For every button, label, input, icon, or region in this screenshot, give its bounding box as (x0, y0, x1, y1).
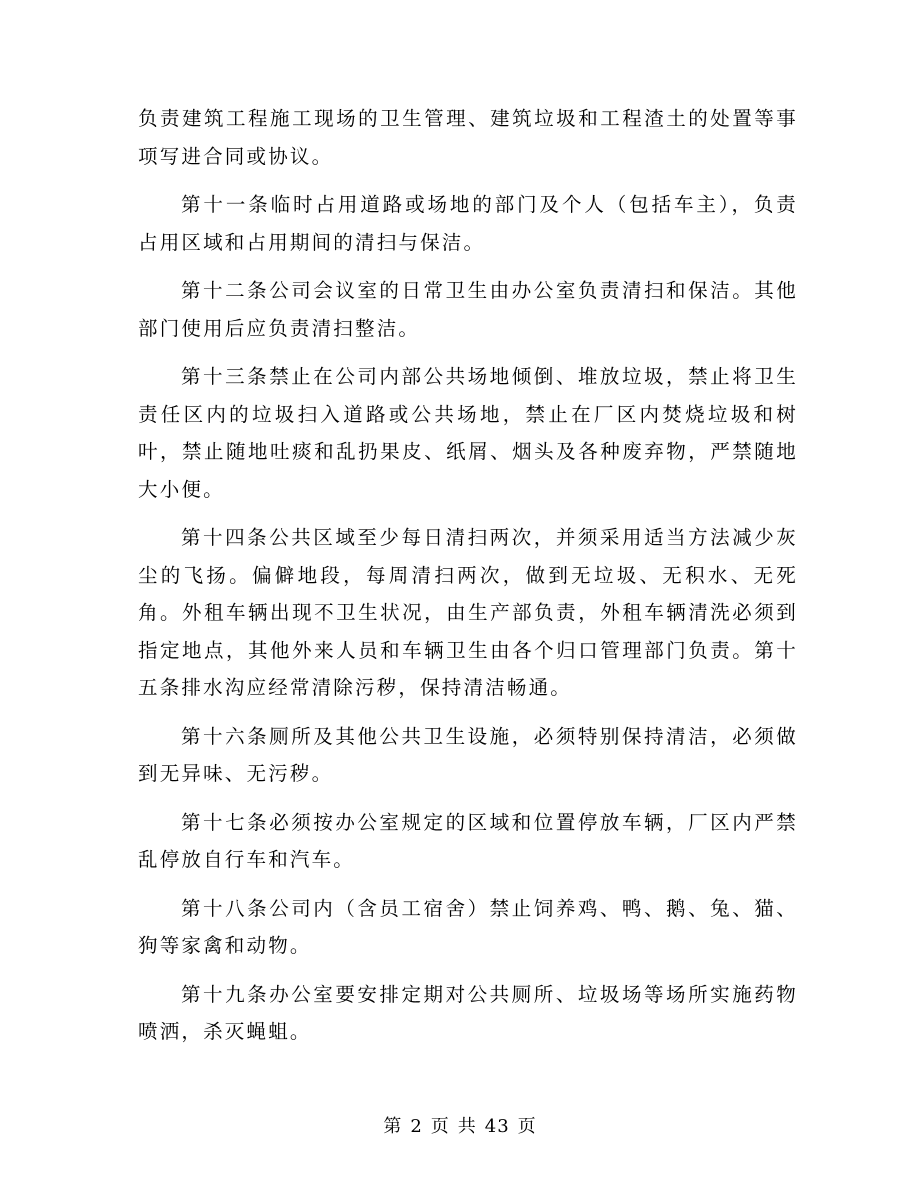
paragraph: 第十一条临时占用道路或场地的部门及个人（包括车主），负责占用区域和占用期间的清扫与保洁。 (138, 193, 798, 254)
total-page-count: 43 (484, 1116, 510, 1137)
footer-total-word: 共 (457, 1116, 477, 1137)
paragraph: 第十三条禁止在公司内部公共场地倾倒、堆放垃圾，禁止将卫生责任区内的垃圾扫入道路或公共场地，禁止在厂区内焚烧垃圾和树叶，禁止随地吐痰和乱扔果皮、纸屑、烟头及各种废弃物，严禁随地大小便。 (138, 365, 798, 501)
footer-page-word: 页 (430, 1116, 450, 1137)
paragraph: 第十七条必须按办公室规定的区域和位置停放车辆，厂区内严禁乱停放自行车和汽车。 (138, 810, 798, 871)
paragraph: 负责建筑工程施工现场的卫生管理、建筑垃圾和工程渣土的处置等事项写进合同或协议。 (138, 107, 798, 168)
page-footer (0, 1112, 920, 1138)
paragraph: 第十二条公司会议室的日常卫生由办公室负责清扫和保洁。其他部门使用后应负责清扫整洁。 (138, 279, 798, 340)
document-body (138, 100, 798, 1062)
paragraph: 第十四条公共区域至少每日清扫两次，并须采用适当方法减少灰尘的飞扬。偏僻地段，每周清扫两次，做到无垃圾、无积水、无死角。外租车辆出现不卫生状况，由生产部负责，外租车辆清洗必须到指定地点，其他外来人员和车辆卫生由各个归口管理部门负责。第十五条排水沟应经常清除污秽，保持清洁畅通。 (138, 526, 798, 699)
footer-prefix: 第 (383, 1116, 403, 1137)
current-page-number: 2 (410, 1116, 423, 1137)
paragraph: 第十六条厕所及其他公共卫生设施，必须特别保持清洁，必须做到无异味、无污秽。 (138, 724, 798, 785)
paragraph: 第十九条办公室要安排定期对公共厕所、垃圾场等场所实施药物喷洒，杀灭蝇蛆。 (138, 982, 798, 1043)
paragraph: 第十八条公司内（含员工宿舍）禁止饲养鸡、鸭、鹅、兔、猫、狗等家禽和动物。 (138, 896, 798, 957)
footer-suffix: 页 (517, 1116, 537, 1137)
